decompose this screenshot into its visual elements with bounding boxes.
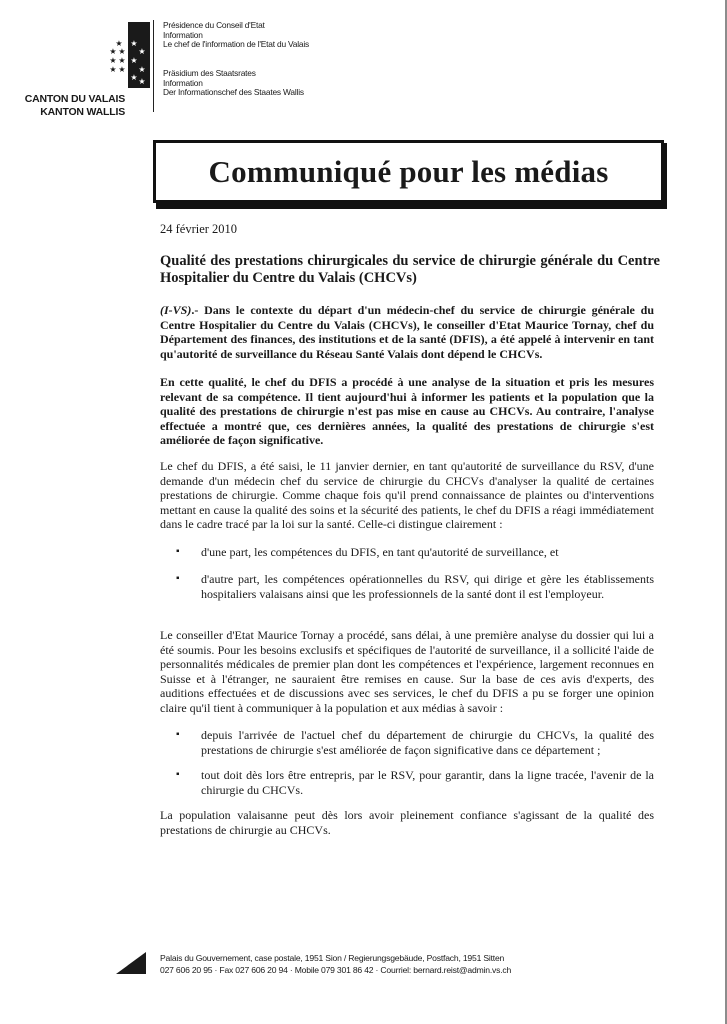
svg-text:★: ★ <box>115 39 123 48</box>
paragraph-2: En cette qualité, le chef du DFIS a procédé à une analyse de la situation et pris les mesures relevant de sa compétence. Il tient aujourd'hui à informer les patients et la population que la qualité des prestations de chirurgie n'est pas mise en cause au CHCVs. Au contraire, l'analyse effectuée a montré que, ces dernières années, la qualité des prestations de chirurgie s'est améliorée de façon significative. <box>160 375 654 448</box>
intro-text: .- Dans le contexte du départ d'un médecin-chef du service de chirurgie générale du Centre Hospitalier du Centre du Valais (CHCVs), le conseiller d'Etat Maurice Tornay, chef du Département des finances, des institutions et de la santé (DFIS), a été appelé à intervenir en tant qu'autorité de surveillance du Réseau Santé Valais dont dépend le CHCVs. <box>160 303 654 361</box>
header-line: Präsidium des Staatsrates <box>163 68 256 78</box>
list-item-text: depuis l'arrivée de l'actuel chef du département de chirurgie du CHCVs, la qualité des prestations de chirurgie s'est améliorée de façon significative dans ce département ; <box>201 728 654 757</box>
bullet-icon: ▪ <box>176 729 180 740</box>
canton-name <box>25 93 125 119</box>
press-release-banner <box>153 140 664 203</box>
header-line: Information <box>163 77 203 88</box>
svg-text:★: ★ <box>130 39 138 48</box>
list-item-text: d'autre part, les compétences opérationnelles du RSV, qui dirige et gère les établissements hospitaliers valaisans ainsi que les professionnels de la santé dont il est l'employeur. <box>201 572 654 601</box>
bullet-icon: ▪ <box>176 573 180 584</box>
svg-text:★: ★ <box>109 56 117 65</box>
logo-stars-left <box>109 39 125 74</box>
canton-valais-logo <box>106 22 150 88</box>
footer-triangle-icon <box>116 952 146 974</box>
list-item <box>176 728 654 757</box>
bullet-icon: ▪ <box>176 769 180 780</box>
svg-text:★: ★ <box>130 56 138 65</box>
svg-text:★: ★ <box>118 56 126 65</box>
header-divider <box>153 20 154 112</box>
svg-text:★: ★ <box>109 65 117 74</box>
paragraph-3: Le chef du DFIS, a été saisi, le 11 janvier dernier, en tant qu'autorité de surveillance du RSV, d'une demande d'un médecin chef du service de chirurgie du CHCVs d'analyser la qualité de certaines prestations de chirurgie. Comme chaque fois qu'il prend connaissance de plaintes ou d'interventions mettant en cause la qualité des soins et la sécurité des patients, le chef du DFIS a réagi immédiatement dans le cadre tracé par la loi sur la santé. Celle-ci distingue clairement : <box>160 459 654 532</box>
canton-name-de: KANTON WALLIS <box>40 106 125 118</box>
svg-text:★: ★ <box>138 65 146 74</box>
list-item <box>176 572 654 601</box>
canton-name-fr: CANTON DU VALAIS <box>24 93 125 105</box>
svg-text:★: ★ <box>138 47 146 56</box>
header-line: Présidence du Conseil d'Etat <box>163 20 265 30</box>
release-date: 24 février 2010 <box>160 222 238 236</box>
intro-tag: (I-VS) <box>160 303 192 317</box>
header-line: Der Informationschef des Staates Wallis <box>163 87 304 98</box>
bullet-icon: ▪ <box>176 546 180 557</box>
paragraph-5: La population valaisanne peut dès lors avoir pleinement confiance s'agissant de la qualité des prestations de chirurgie au CHCVs. <box>160 808 654 837</box>
department-header-de <box>163 69 304 98</box>
header-line: Information <box>163 29 203 40</box>
footer-contact: 027 606 20 95 · Fax 027 606 20 94 · Mobile 079 301 86 42 · Courriel: bernard.reist@admin.vs.ch <box>160 964 512 975</box>
footer-address: Palais du Gouvernement, case postale, 1951 Sion / Regierungsgebäude, Postfach, 1951 Sitten <box>160 953 505 963</box>
list-item-text: tout doit dès lors être entrepris, par le RSV, pour garantir, dans la ligne tracée, l'avenir de la chirurgie du CHCVs. <box>201 768 654 797</box>
svg-text:★: ★ <box>118 65 126 74</box>
banner-title: Communiqué pour les médias <box>208 153 609 189</box>
svg-text:★: ★ <box>138 77 146 86</box>
list-item <box>176 768 654 797</box>
intro-paragraph <box>160 303 654 361</box>
list-item <box>176 545 654 560</box>
headline: Qualité des prestations chirurgicales du service de chirurgie générale du Centre Hospitalier du Centre du Valais (CHCVs) <box>160 253 660 286</box>
list-item-text: d'une part, les compétences du DFIS, en tant qu'autorité de surveillance, et <box>201 545 559 559</box>
svg-text:★: ★ <box>130 73 138 82</box>
department-header-fr <box>163 21 309 50</box>
footer <box>160 953 511 976</box>
svg-text:★: ★ <box>118 47 126 56</box>
svg-text:★: ★ <box>109 47 117 56</box>
paragraph-4: Le conseiller d'Etat Maurice Tornay a procédé, sans délai, à une première analyse du dossier qui lui a été soumis. Pour les besoins exclusifs et spécifiques de l'autorité de surveillance, il a sollicité l'aide de personnalités médicales de premier plan dont les compétences et l'expérience, largement reconnues en Suisse et à l'étranger, ne sauraient être remises en cause. Sur la base de ces avis d'experts, des auditions effectuées et de discussions avec ses services, le chef du DFIS a pu se forger une opinion claire qu'il tient à communiquer à la population et aux médias à savoir : <box>160 628 654 715</box>
header-line: Le chef de l'information de l'Etat du Valais <box>163 39 310 50</box>
